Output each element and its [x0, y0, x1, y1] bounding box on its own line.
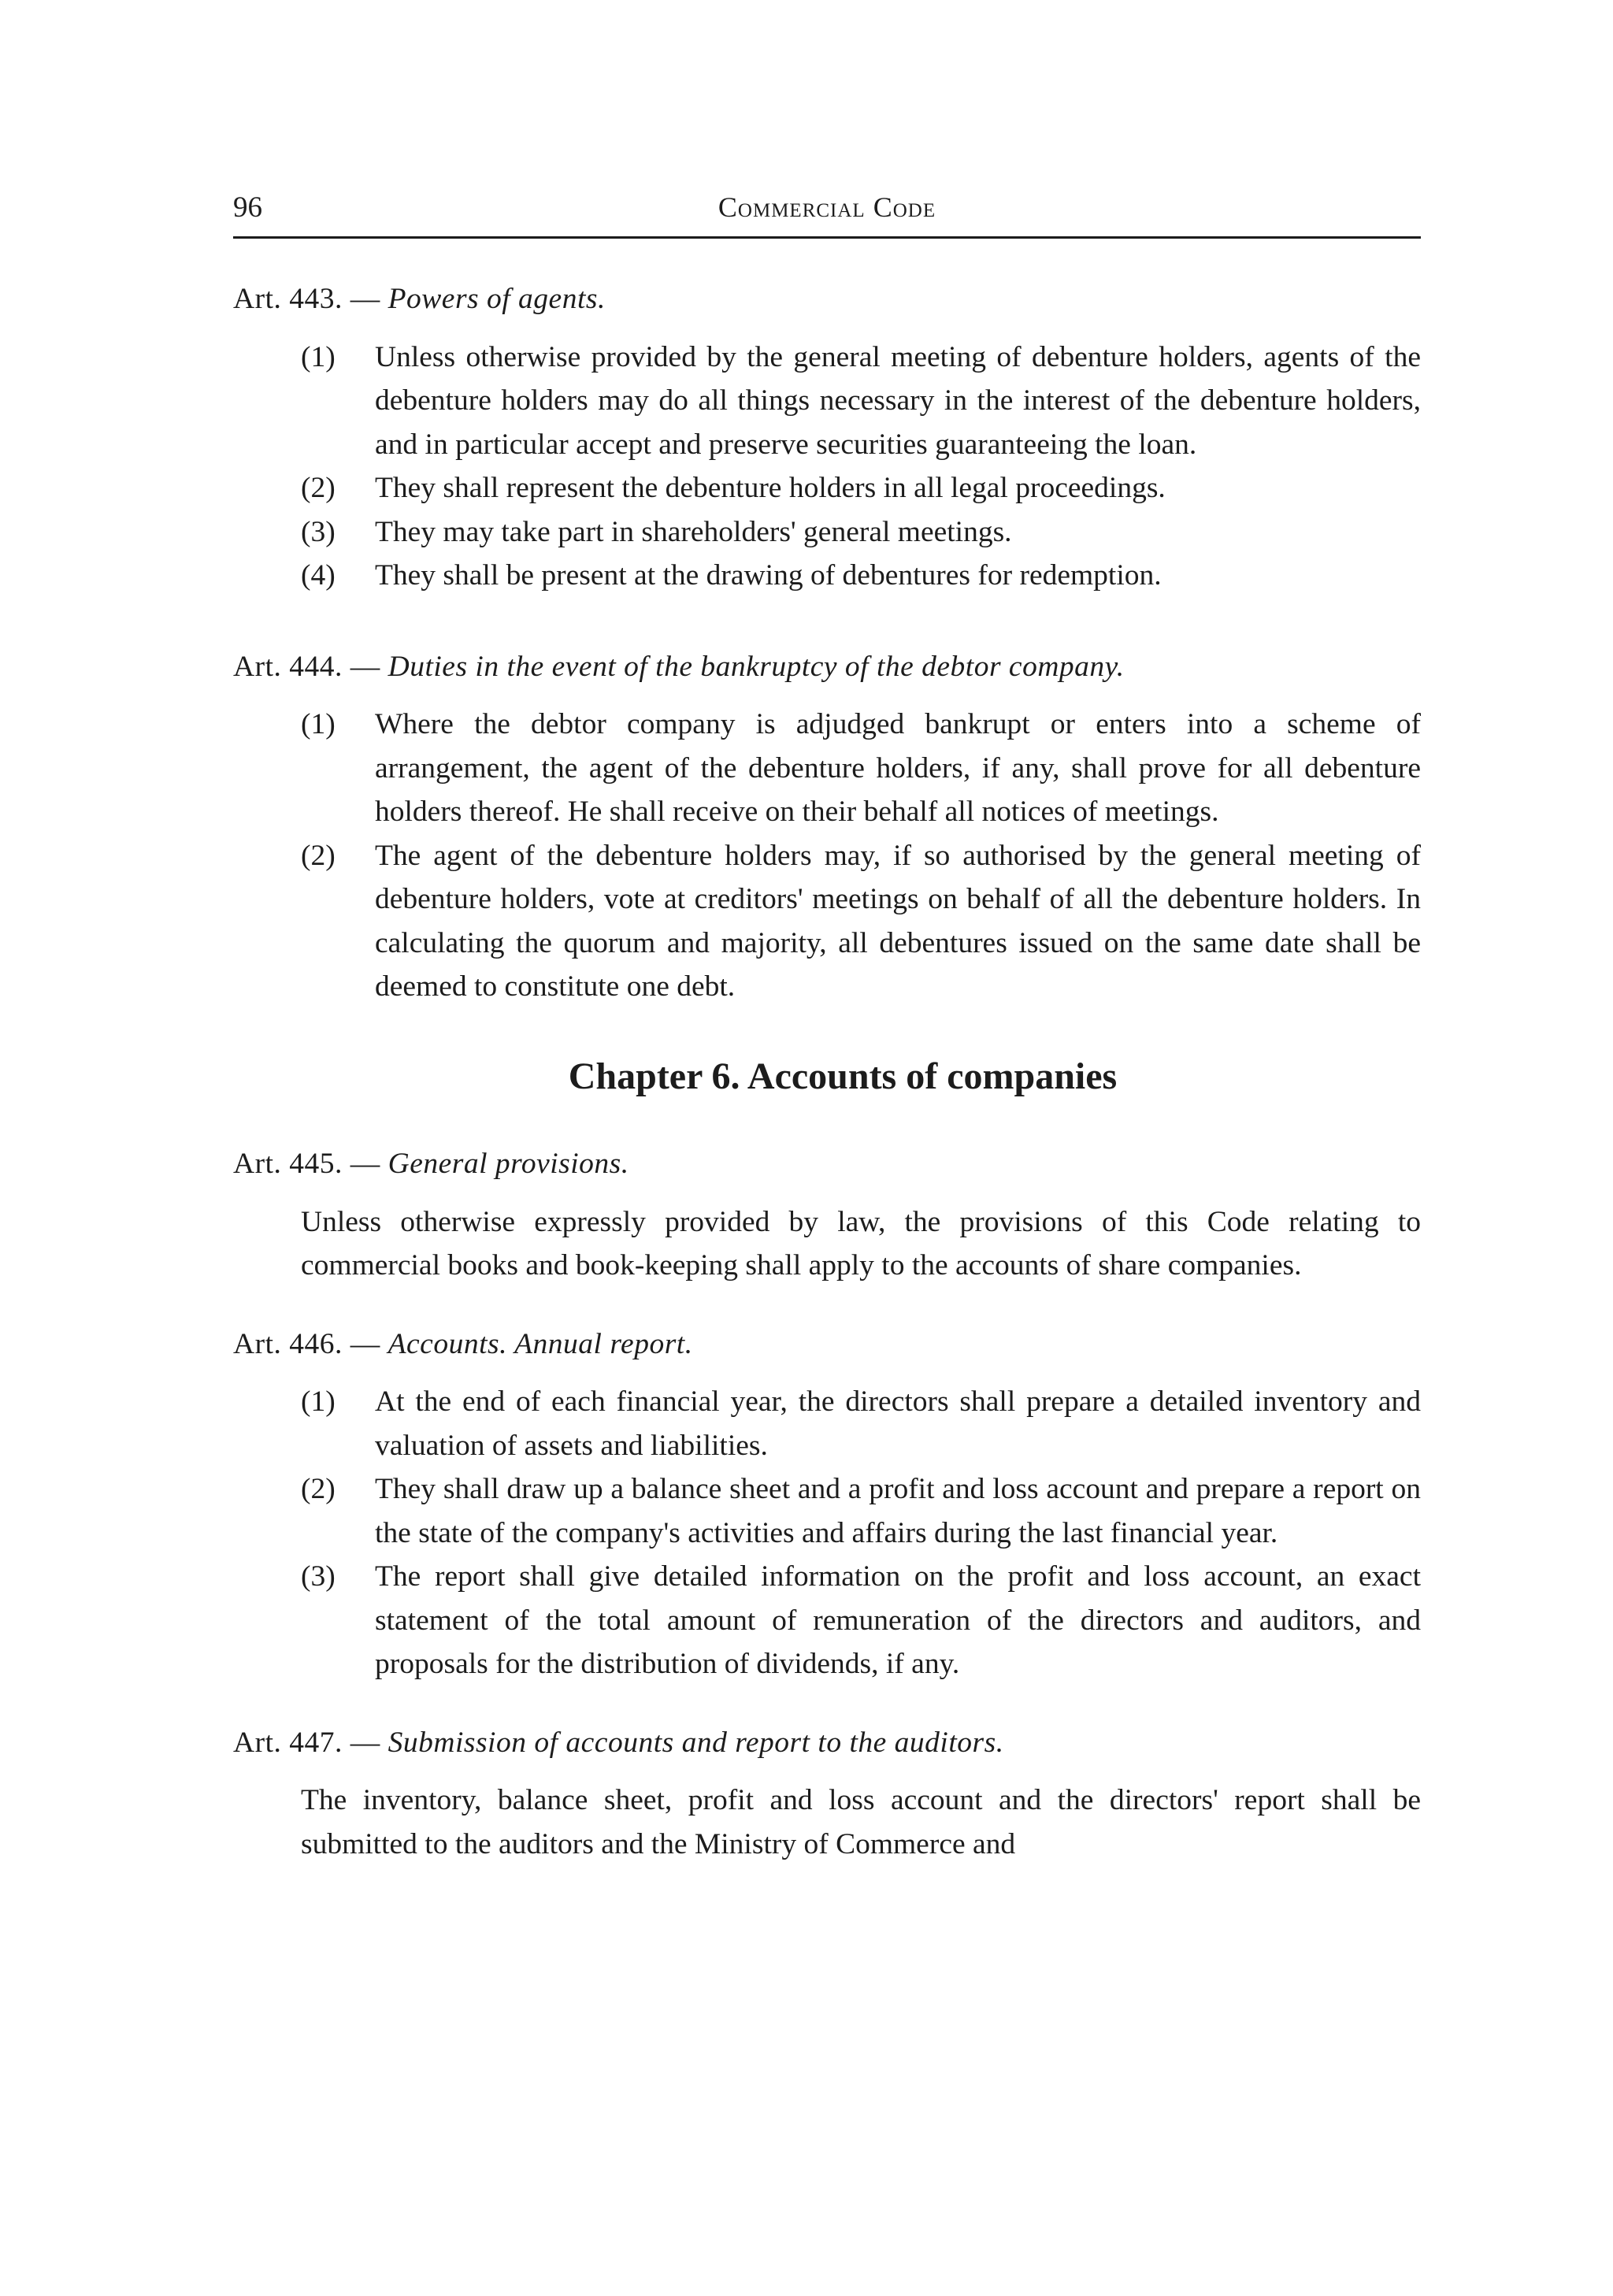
- article-title: Accounts. Annual report.: [387, 1327, 693, 1360]
- paragraph-number: (2): [301, 1473, 336, 1505]
- article-text: The inventory, balance sheet, profit and loss account and the directors' report shall be submitted to the auditors and the Ministry of Commerce and: [301, 1784, 1421, 1860]
- paragraph: [233, 510, 1421, 555]
- article-dash: —: [350, 1148, 380, 1180]
- page-number: 96: [233, 191, 262, 224]
- paragraph-text: Unless otherwise provided by the general meeting of debenture holders, agents of the debenture holders may do all things necessary in the interest of the debenture holders, and in particular accept and preserve securities guaranteeing the loan.: [375, 340, 1421, 461]
- paragraph-text: At the end of each financial year, the directors shall prepare a detailed inventory and valuation of assets and liabilities.: [375, 1385, 1421, 1462]
- article-title: Duties in the event of the bankruptcy of the debtor company.: [387, 650, 1125, 683]
- paragraph-number: (2): [301, 839, 336, 872]
- article-dash: —: [350, 1726, 380, 1759]
- article-number: Art. 446.: [233, 1327, 343, 1360]
- paragraph: [233, 466, 1421, 510]
- paragraph-text: The report shall give detailed information on the profit and loss account, an exact statement of the total amount of remuneration of the directors and auditors, and proposals for the distribution of dividends, if any.: [375, 1560, 1421, 1680]
- article-title: General provisions.: [387, 1148, 629, 1180]
- paragraph-number: (1): [301, 1385, 336, 1418]
- paragraph: [233, 1555, 1421, 1686]
- paragraph-number: (2): [301, 472, 336, 504]
- running-head: [233, 186, 1421, 239]
- article-number: Art. 445.: [233, 1148, 343, 1180]
- paragraph-number: (3): [301, 515, 336, 548]
- paragraph: [233, 703, 1421, 834]
- paragraph-text: They shall draw up a balance sheet and a profit and loss account and prepare a report on the state of the company's activities and affairs during the last financial year.: [375, 1473, 1421, 1549]
- paragraph-number: (4): [301, 559, 336, 592]
- paragraph-text: Where the debtor company is adjudged bankrupt or enters into a scheme of arrangement, the agent of the debenture holders, if any, shall prove for all debenture holders thereof. He shall receive on their behalf all notices of meetings.: [375, 708, 1421, 828]
- article-number: Art. 447.: [233, 1726, 343, 1759]
- article-447: [233, 1721, 1421, 1867]
- paragraph-number: (1): [301, 708, 336, 740]
- article-dash: —: [350, 650, 380, 683]
- paragraph: [233, 1380, 1421, 1467]
- article-number: Art. 444.: [233, 650, 343, 683]
- paragraph-number: (3): [301, 1560, 336, 1593]
- paragraph: [233, 336, 1421, 467]
- body-text: [233, 277, 1421, 1866]
- chapter-heading: Chapter 6. Accounts of companies: [568, 1055, 1118, 1097]
- running-title: Commercial Code: [718, 191, 936, 223]
- article-445: [233, 1142, 1421, 1288]
- paragraph-text: They shall represent the debenture holders in all legal proceedings.: [375, 472, 1166, 504]
- article-446: [233, 1322, 1421, 1686]
- paragraph-text: They shall be present at the drawing of debentures for redemption.: [375, 559, 1162, 592]
- paragraph-number: (1): [301, 340, 336, 373]
- article-dash: —: [350, 283, 380, 315]
- paragraph: [233, 1467, 1421, 1555]
- article-title: Powers of agents.: [387, 283, 606, 315]
- paragraph-text: They may take part in shareholders' general meetings.: [375, 515, 1012, 548]
- article-number: Art. 443.: [233, 283, 343, 315]
- paragraph: [233, 554, 1421, 598]
- article-heading: [233, 277, 1421, 321]
- article-title: Submission of accounts and report to the auditors.: [387, 1726, 1004, 1759]
- article-443: [233, 277, 1421, 598]
- paragraph-text: The agent of the debenture holders may, if so authorised by the general meeting of debenture holders, vote at creditors' meetings on behalf of all the debenture holders. In calculating the quorum and majority, all debentures issued on the same date shall be deemed to constitute one debt.: [375, 839, 1421, 1003]
- article-heading: [233, 645, 1421, 689]
- article-heading: [233, 1721, 1421, 1765]
- article-heading: [233, 1322, 1421, 1367]
- article-heading: [233, 1142, 1421, 1186]
- article-text: Unless otherwise expressly provided by law, the provisions of this Code relating to commercial books and book-keeping shall apply to the accounts of share companies.: [301, 1205, 1421, 1282]
- paragraph: [233, 834, 1421, 1009]
- article-dash: —: [350, 1327, 380, 1360]
- article-444: [233, 645, 1421, 1009]
